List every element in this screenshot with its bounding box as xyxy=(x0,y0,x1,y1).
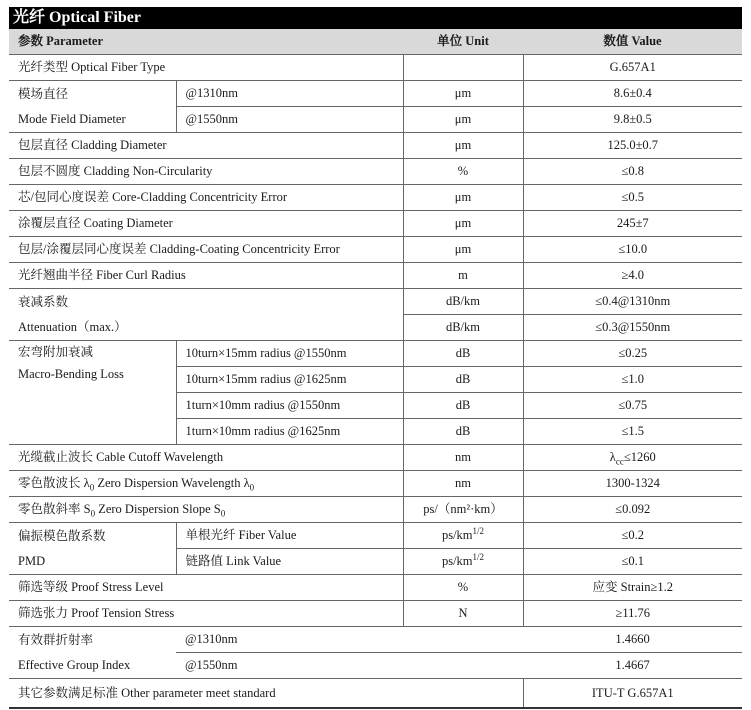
value-cell: 9.8±0.5 xyxy=(523,107,742,133)
param-cn: 衰减系数 xyxy=(18,294,69,309)
param-cell xyxy=(9,497,403,523)
table-row xyxy=(9,575,742,601)
unit-text: ps/km xyxy=(441,554,473,568)
value-subscript: cc xyxy=(615,456,624,467)
param-en: Mode Field Diameter xyxy=(18,112,126,127)
condition-cell: @1310nm xyxy=(176,627,403,653)
unit-cell: dB xyxy=(403,367,523,393)
value-cell: ≤1.5 xyxy=(523,419,742,445)
table-row xyxy=(9,445,742,471)
condition-cell: 10turn×15mm radius @1625nm xyxy=(176,367,403,393)
unit-cell: μm xyxy=(403,237,523,263)
unit-cell: nm xyxy=(403,471,523,497)
param-cell: 筛选等级 Proof Stress Level xyxy=(9,575,403,601)
table-row xyxy=(9,133,742,159)
value-cell: ≤0.5 xyxy=(523,185,742,211)
value-cell: G.657A1 xyxy=(523,55,742,81)
unit-cell: μm xyxy=(403,133,523,159)
param-cell xyxy=(9,471,403,497)
table-row xyxy=(9,263,742,289)
table-row xyxy=(9,523,742,549)
header-parameter: 参数 Parameter xyxy=(9,29,403,55)
unit-cell: μm xyxy=(403,185,523,211)
param-cell xyxy=(9,341,176,445)
value-cell: ≤0.8 xyxy=(523,159,742,185)
table-row xyxy=(9,601,742,627)
table-title: 光纤 Optical Fiber xyxy=(9,7,742,29)
unit-cell xyxy=(403,653,523,679)
unit-superscript: 1/2 xyxy=(472,525,485,536)
value-cell: ≤0.25 xyxy=(523,341,742,367)
unit-superscript: 1/2 xyxy=(472,551,485,562)
value-cell: ITU-T G.657A1 xyxy=(523,679,742,709)
param-cell: 光缆截止波长 Cable Cutoff Wavelength xyxy=(9,445,403,471)
param-cell: 筛选张力 Proof Tension Stress xyxy=(9,601,403,627)
param-en: Effective Group Index xyxy=(18,658,131,673)
param-cell: 芯/包同心度误差 Core-Cladding Concentricity Error xyxy=(9,185,403,211)
param-text: 零色散斜率 S xyxy=(18,502,91,516)
value-text: ≤1260 xyxy=(623,450,656,464)
condition-cell: @1550nm xyxy=(176,107,403,133)
param-subscript: 0 xyxy=(89,482,95,493)
value-cell: 1.4660 xyxy=(523,627,742,653)
param-cell: 包层直径 Cladding Diameter xyxy=(9,133,403,159)
param-cell: 涂覆层直径 Coating Diameter xyxy=(9,211,403,237)
condition-cell: 10turn×15mm radius @1550nm xyxy=(176,341,403,367)
unit-cell: dB xyxy=(403,393,523,419)
param-cell: 包层/涂覆层同心度误差 Cladding-Coating Concentricity Error xyxy=(9,237,403,263)
unit-cell: % xyxy=(403,159,523,185)
unit-cell: dB xyxy=(403,341,523,367)
value-cell: 125.0±0.7 xyxy=(523,133,742,159)
condition-cell: @1550nm xyxy=(176,653,403,679)
value-cell: 8.6±0.4 xyxy=(523,81,742,107)
unit-cell: dB/km xyxy=(403,289,523,315)
value-cell xyxy=(523,445,742,471)
table-header-row xyxy=(9,29,742,55)
table-row xyxy=(9,81,742,107)
unit-cell: N xyxy=(403,601,523,627)
table-row xyxy=(9,627,742,653)
value-cell: ≤0.1 xyxy=(523,549,742,575)
param-cn: 有效群折射率 xyxy=(18,632,94,647)
table-row xyxy=(9,211,742,237)
unit-text: ps/km xyxy=(441,528,473,542)
value-cell: 245±7 xyxy=(523,211,742,237)
param-cell: 其它参数满足标准 Other parameter meet standard xyxy=(9,679,523,709)
table-row xyxy=(9,237,742,263)
value-cell: ≤0.4@1310nm xyxy=(523,289,742,315)
param-text: Zero Dispersion Wavelength λ xyxy=(94,476,250,490)
unit-cell: μm xyxy=(403,211,523,237)
unit-cell: ps/（nm²·km） xyxy=(403,497,523,523)
param-en: Macro-Bending Loss xyxy=(18,367,124,381)
param-cell xyxy=(9,81,176,133)
value-cell: ≤1.0 xyxy=(523,367,742,393)
condition-cell: @1310nm xyxy=(176,81,403,107)
value-cell: 1.4667 xyxy=(523,653,742,679)
value-cell: ≥11.76 xyxy=(523,601,742,627)
optical-fiber-spec-table xyxy=(9,29,742,709)
value-cell: ≤0.2 xyxy=(523,523,742,549)
unit-cell: nm xyxy=(403,445,523,471)
param-cn: 宏弯附加衰减 xyxy=(18,345,94,359)
unit-cell: % xyxy=(403,575,523,601)
param-cn: 偏振模色散系数 xyxy=(18,528,106,543)
unit-cell: dB/km xyxy=(403,315,523,341)
unit-cell: m xyxy=(403,263,523,289)
param-cell xyxy=(9,289,403,341)
param-subscript: 0 xyxy=(220,508,226,519)
value-cell: ≥4.0 xyxy=(523,263,742,289)
table-row xyxy=(9,471,742,497)
condition-cell: 链路值 Link Value xyxy=(176,549,403,575)
table-row xyxy=(9,497,742,523)
param-cell: 光纤类型 Optical Fiber Type xyxy=(9,55,403,81)
param-en: PMD xyxy=(18,554,46,569)
value-cell: ≤0.3@1550nm xyxy=(523,315,742,341)
unit-cell xyxy=(403,55,523,81)
condition-cell: 1turn×10mm radius @1550nm xyxy=(176,393,403,419)
param-subscript: 0 xyxy=(90,508,96,519)
value-cell: 应变 Strain≥1.2 xyxy=(523,575,742,601)
value-symbol: λ xyxy=(609,450,616,464)
value-cell: ≤10.0 xyxy=(523,237,742,263)
table-row xyxy=(9,55,742,81)
param-text: Zero Dispersion Slope S xyxy=(95,502,221,516)
header-unit: 单位 Unit xyxy=(403,29,523,55)
table-row xyxy=(9,289,742,315)
table-row xyxy=(9,341,742,367)
param-en: Attenuation（max.） xyxy=(18,320,127,335)
param-cell: 包层不圆度 Cladding Non-Circularity xyxy=(9,159,403,185)
condition-cell: 1turn×10mm radius @1625nm xyxy=(176,419,403,445)
unit-cell: μm xyxy=(403,81,523,107)
param-subscript: 0 xyxy=(249,482,255,493)
table-row xyxy=(9,159,742,185)
header-value: 数值 Value xyxy=(523,29,742,55)
param-text: 零色散波长 λ xyxy=(18,476,90,490)
unit-cell xyxy=(403,549,523,575)
value-cell: 1300-1324 xyxy=(523,471,742,497)
table-row xyxy=(9,185,742,211)
param-cell: 光纤翘曲半径 Fiber Curl Radius xyxy=(9,263,403,289)
table-row xyxy=(9,679,742,709)
value-cell: ≤0.092 xyxy=(523,497,742,523)
unit-cell xyxy=(403,627,523,653)
unit-cell: dB xyxy=(403,419,523,445)
condition-cell: 单根光纤 Fiber Value xyxy=(176,523,403,549)
param-cell xyxy=(9,627,176,679)
value-cell: ≤0.75 xyxy=(523,393,742,419)
param-cell xyxy=(9,523,176,575)
unit-cell: μm xyxy=(403,107,523,133)
param-cn: 模场直径 xyxy=(18,86,69,101)
unit-cell xyxy=(403,523,523,549)
